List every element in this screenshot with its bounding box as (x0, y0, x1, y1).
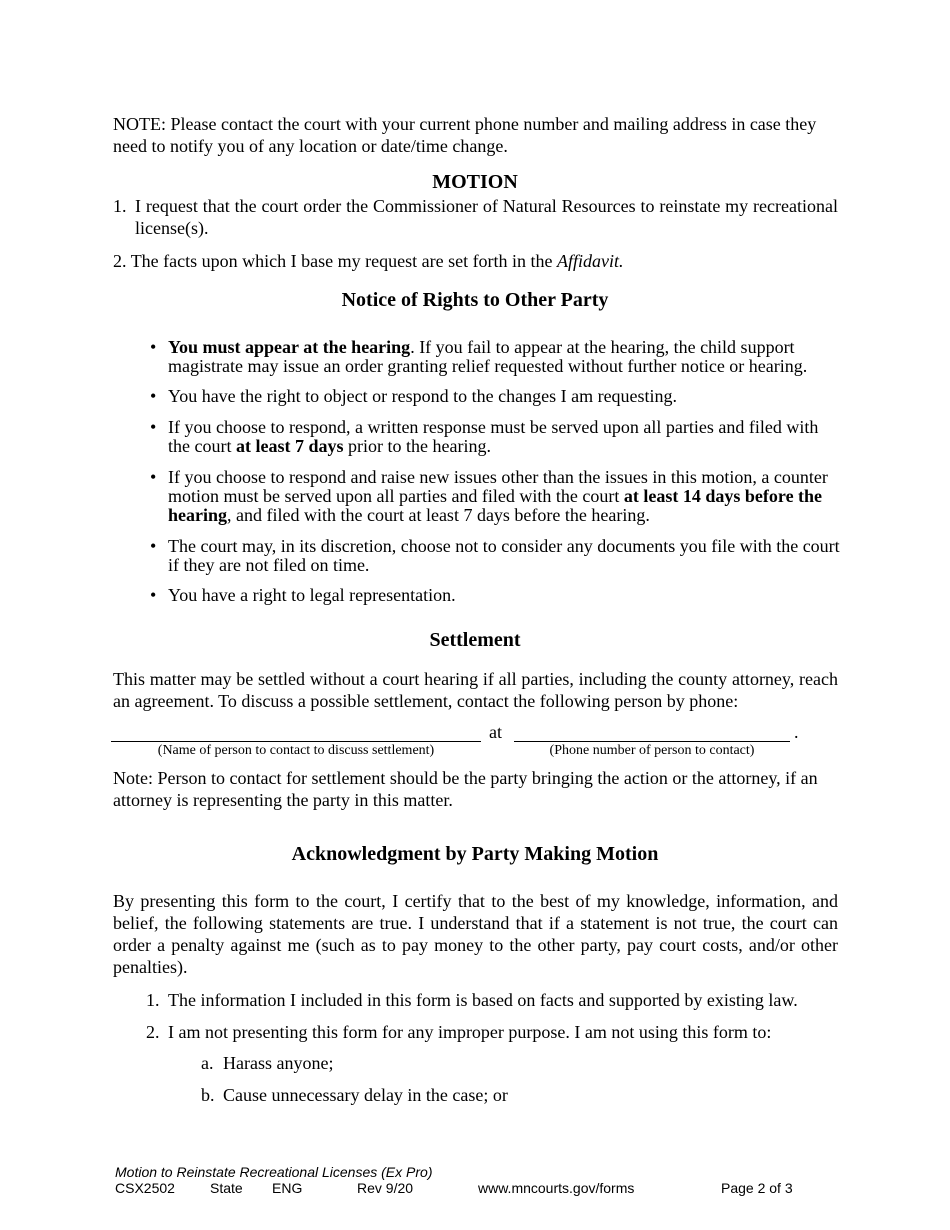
rights-bullet-3 (150, 418, 840, 456)
bullet-icon: • (150, 337, 157, 357)
contact-phone-caption: (Phone number of person to contact) (549, 743, 755, 758)
ack-subitem-a (201, 1052, 801, 1074)
bullet-icon: • (150, 386, 157, 406)
settlement-heading: Settlement (429, 629, 521, 651)
footer-state: State (210, 1180, 243, 1196)
contact-name-caption: (Name of person to contact to discuss settlement) (157, 743, 435, 758)
ack-item-1 (146, 989, 846, 1011)
settlement-at-label: at (489, 722, 502, 742)
settlement-period: . (794, 722, 799, 742)
rights-bullet-2-text: You have the right to object or respond to the changes I am requesting. (168, 386, 678, 406)
footer-form-title: Motion to Reinstate Recreational Licenses (Ex Pro) (115, 1164, 433, 1180)
rights-bullet-4-bold: at least 14 days before the hearing (168, 486, 823, 525)
rights-bullet-5-text: The court may, in its discretion, choose not to consider any documents you file with the court if they are not filed on time. (168, 536, 840, 575)
footer-form-code: CSX2502 (115, 1180, 175, 1196)
rights-bullet-4-text-end: , and filed with the court at least 7 days before the hearing. (227, 505, 650, 525)
rights-heading: Notice of Rights to Other Party (341, 289, 609, 311)
motion-item-1-number: 1. (113, 196, 127, 216)
motion-item-2-text: The facts upon which I base my request are set forth in the (130, 251, 558, 271)
contact-name-line[interactable] (111, 741, 481, 742)
rights-bullet-1 (150, 338, 840, 376)
bullet-icon: • (150, 536, 157, 556)
footer-language: ENG (272, 1180, 303, 1196)
settlement-note: Note: Person to contact for settlement should be the party bringing the action or the attorney, if an attorney is representing the party in this matter. (113, 768, 818, 810)
ack-item-2-text: I am not presenting this form for any improper purpose. I am not using this form to: (168, 1022, 772, 1042)
rights-bullet-6-text: You have a right to legal representation. (168, 585, 456, 605)
bullet-icon: • (150, 467, 157, 487)
motion-item-2-number: 2. (113, 251, 127, 271)
footer-url[interactable]: www.mncourts.gov/forms (478, 1180, 635, 1196)
ack-item-1-number: 1. (146, 990, 160, 1010)
note-top: NOTE: Please contact the court with your current phone number and mailing address in case they need to notify you of any location or date/time change. (113, 114, 817, 156)
footer-revision: Rev 9/20 (357, 1180, 414, 1196)
rights-bullet-3-bold: at least 7 days (235, 436, 344, 456)
affidavit-reference: Affidavit. (557, 251, 624, 271)
rights-bullet-4-text: If you choose to respond and raise new issues other than the issues in this motion, a counter motion must be served upon all parties and filed with the court (168, 467, 828, 506)
motion-item-1-text: I request that the court order the Commissioner of Natural Resources to reinstate my recreational license(s). (135, 196, 838, 238)
ack-subitem-a-text: Harass anyone; (223, 1053, 334, 1073)
ack-item-2 (146, 1021, 846, 1043)
contact-phone-line[interactable] (514, 741, 790, 742)
footer-page-number: Page 2 of 3 (721, 1180, 793, 1196)
motion-item-2 (113, 250, 838, 272)
ack-subitem-b-text: Cause unnecessary delay in the case; or (223, 1085, 508, 1105)
rights-bullet-1-bold: You must appear at the hearing (168, 337, 411, 357)
ack-intro: By presenting this form to the court, I certify that to the best of my knowledge, information, and belief, the following statements are true. I understand that if a statement is not true, the court can order a penalty against me (such as to pay money to the other party, pay court costs, and/or other penalties). (113, 891, 838, 977)
rights-bullet-2 (150, 387, 840, 406)
ack-item-2-number: 2. (146, 1022, 160, 1042)
ack-item-1-text: The information I included in this form is based on facts and supported by existing law. (168, 990, 798, 1010)
rights-bullet-3-text: If you choose to respond, a written response must be served upon all parties and filed with the court (168, 417, 819, 456)
ack-subitem-b (201, 1084, 801, 1106)
rights-bullet-5 (150, 537, 840, 575)
rights-bullet-6 (150, 586, 840, 605)
rights-bullet-4 (150, 468, 840, 525)
rights-bullet-3-text-end: prior to the hearing. (343, 436, 491, 456)
motion-heading: MOTION (432, 171, 518, 193)
ack-subitem-b-letter: b. (201, 1085, 215, 1105)
settlement-text: This matter may be settled without a court hearing if all parties, including the county attorney, reach an agreement. To discuss a possible settlement, contact the following person by phone: (113, 669, 838, 711)
rights-bullet-1-text: . If you fail to appear at the hearing, the child support magistrate may issue an order granting relief requested without further notice or hearing. (168, 337, 808, 376)
bullet-icon: • (150, 417, 157, 437)
ack-subitem-a-letter: a. (201, 1053, 214, 1073)
motion-item-1 (113, 195, 838, 239)
bullet-icon: • (150, 585, 157, 605)
ack-heading: Acknowledgment by Party Making Motion (291, 843, 659, 865)
